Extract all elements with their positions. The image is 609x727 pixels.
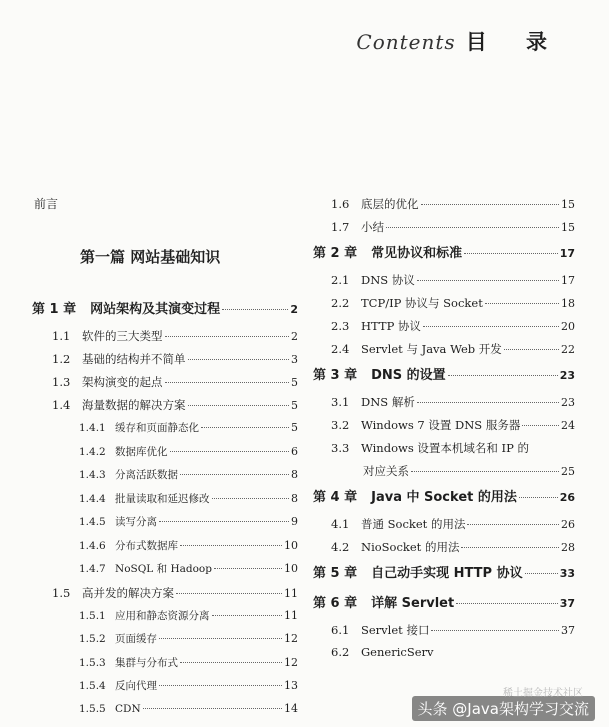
toc-entry-title: 集群与分布式	[115, 656, 178, 669]
toc-entry-number: 2.2	[331, 296, 350, 310]
toc-entry-title: GenericServ	[361, 645, 434, 659]
toc-section-row[interactable]	[313, 318, 575, 341]
toc-entry-number: 1.2	[52, 352, 71, 366]
toc-entry-title: NioSocket 的用法	[361, 540, 460, 554]
toc-entry-title: 分布式数据库	[115, 539, 178, 552]
toc-leader-dots	[143, 708, 282, 709]
toc-entry-title: DNS 协议	[361, 273, 415, 287]
toc-page-number: 5	[291, 399, 298, 412]
toc-leader-dots	[461, 547, 559, 548]
toc-leader-dots	[519, 497, 558, 498]
toc-section-row[interactable]	[313, 341, 575, 364]
toc-page-number: 25	[561, 465, 575, 478]
toc-entry-number: 1.4.6	[79, 539, 106, 552]
toc-chapter-row[interactable]	[313, 364, 575, 394]
toc-entry-number: 1.4	[52, 398, 71, 412]
toc-page-number: 13	[284, 679, 298, 692]
toc-entry-number: 1.5.5	[79, 702, 106, 715]
toc-sub-row[interactable]	[32, 467, 298, 491]
toc-section-row[interactable]	[313, 295, 575, 318]
toc-entry-number: 1.4.4	[79, 492, 106, 505]
toc-leader-dots	[423, 326, 559, 327]
toc-entry-title: 架构演变的起点	[82, 375, 163, 389]
toc-entry-title: 反向代理	[115, 680, 157, 692]
toc-section-row[interactable]	[313, 440, 575, 463]
toc-leader-dots	[214, 568, 282, 569]
toc-leader-dots	[417, 402, 559, 403]
toc-entry-title: 基础的结构并不简单	[82, 352, 186, 366]
toc-section-row[interactable]	[313, 539, 575, 562]
toc-cont-row[interactable]	[313, 463, 575, 486]
toc-entry-title: 对应关系	[363, 464, 409, 478]
toc-page-number: 11	[284, 586, 298, 600]
toc-entry-title: 普通 Socket 的用法	[361, 517, 466, 531]
toc-sub-row[interactable]	[32, 678, 298, 702]
toc-page-number: 10	[284, 562, 298, 575]
toc-sub-row[interactable]	[32, 420, 298, 444]
toc-chapter-row[interactable]	[313, 592, 575, 622]
toc-sub-row[interactable]	[32, 608, 298, 632]
toc-page-number: 12	[284, 632, 298, 645]
toc-section-row[interactable]	[313, 622, 575, 645]
toc-leader-dots	[176, 593, 282, 594]
toc-leader-dots	[485, 303, 559, 304]
toc-section-row[interactable]	[313, 516, 575, 539]
toc-entry-title: Servlet 接口	[361, 623, 430, 637]
toc-leader-dots	[417, 280, 559, 281]
toc-leader-dots	[188, 359, 290, 360]
toc-leader-dots	[464, 253, 558, 254]
watermark	[412, 688, 595, 721]
toc-entry-number: 1.5.1	[79, 609, 106, 622]
toc-section-row[interactable]	[32, 585, 298, 608]
toc-sub-row[interactable]	[32, 561, 298, 585]
contents-script-title: Contents	[356, 30, 456, 54]
toc-section-row[interactable]	[32, 374, 298, 397]
toc-leader-dots	[165, 336, 290, 337]
toc-page-number: 33	[559, 567, 575, 580]
toc-entry-number: 1.4.3	[79, 469, 106, 481]
toc-entry-title: 读写分离	[115, 516, 157, 528]
toc-leader-dots	[222, 309, 288, 310]
toc-page-number: 15	[561, 221, 575, 234]
toc-entry-number: 1.4.7	[79, 563, 106, 575]
toc-entry-title: 详解 Servlet	[371, 596, 455, 611]
toc-page-number: 17	[561, 274, 575, 287]
toc-leader-dots	[448, 375, 558, 376]
toc-preface[interactable]: 前言	[34, 197, 59, 211]
toc-entry-number: 1.4.5	[79, 516, 106, 528]
toc-entry-number: 第 4 章	[313, 490, 358, 505]
toc-entry-title: Windows 7 设置 DNS 服务器	[361, 418, 521, 432]
toc-entry-number: 2.3	[331, 319, 350, 333]
toc-entry-number: 3.2	[331, 418, 350, 432]
toc-page-number: 14	[284, 701, 298, 715]
toc-entry-number: 1.3	[52, 375, 71, 389]
toc-leader-dots	[467, 524, 559, 525]
toc-page-number: 24	[561, 419, 575, 432]
toc-leader-dots	[188, 405, 290, 406]
toc-leader-dots	[411, 471, 559, 472]
toc-entry-number: 1.5	[52, 585, 71, 600]
watermark-faint: 稀土掘金技术社区	[503, 688, 583, 699]
toc-entry-title: 缓存和页面静态化	[115, 422, 199, 434]
toc-entry-title: 数据库优化	[115, 445, 168, 458]
toc-entry-number: 6.1	[331, 623, 350, 637]
page-title: 目 录	[465, 30, 563, 54]
toc-entry-number: 1.5.2	[79, 633, 106, 645]
toc-page-number: 9	[291, 515, 298, 528]
toc-entry-number: 2.1	[331, 273, 350, 287]
toc-entry-number: 第 1 章	[32, 302, 77, 317]
toc-section-row[interactable]	[313, 219, 575, 242]
toc-section-row[interactable]	[313, 272, 575, 295]
toc-page-number: 6	[291, 444, 298, 458]
toc-section-row[interactable]	[32, 351, 298, 374]
toc-entry-number: 第 6 章	[313, 596, 358, 611]
toc-chapter-row[interactable]	[313, 562, 575, 592]
toc-chapter-row[interactable]	[313, 242, 575, 272]
toc-page-number: 37	[561, 624, 575, 637]
toc-leader-dots	[159, 685, 282, 686]
toc-chapter-row[interactable]	[313, 486, 575, 516]
toc-page-number: 10	[284, 538, 298, 552]
toc-entry-number: 2.4	[331, 342, 350, 356]
toc-entry-title: 底层的优化	[361, 197, 419, 211]
toc-entry-number: 第 3 章	[313, 368, 358, 383]
toc-leader-dots	[386, 227, 559, 228]
toc-leader-dots	[170, 451, 290, 452]
toc-leader-dots	[180, 662, 282, 663]
toc-sub-row[interactable]	[32, 655, 298, 679]
toc-page-number: 17	[559, 247, 575, 260]
toc-entry-title: HTTP 协议	[361, 319, 421, 333]
toc-leader-dots	[522, 425, 559, 426]
toc-entry-number: 1.5.4	[79, 680, 106, 692]
toc-entry-title: Windows 设置本机域名和 IP 的	[361, 441, 529, 455]
toc-leader-dots	[180, 545, 282, 546]
toc-page-number: 26	[561, 518, 575, 531]
toc-entry-title: 常见协议和标准	[371, 246, 463, 261]
toc-entry-number: 1.1	[52, 329, 71, 343]
toc-sub-row[interactable]	[32, 444, 298, 468]
toc-entry-title: 页面缓存	[115, 633, 157, 645]
toc-entry-title: TCP/IP 协议与 Socket	[361, 296, 483, 310]
watermark-main: 头条 @Java架构学习交流	[417, 700, 589, 718]
toc-page-number: 37	[559, 597, 575, 610]
toc-entry-title: DNS 的设置	[371, 368, 446, 383]
toc-leader-dots	[456, 603, 557, 604]
toc-entry-title: Java 中 Socket 的用法	[371, 490, 517, 505]
toc-page-number: 2	[290, 303, 298, 316]
toc-leader-dots	[212, 615, 283, 616]
toc-entry-number: 3.1	[331, 395, 350, 409]
toc-section-row[interactable]	[313, 196, 575, 219]
toc-page-number: 22	[561, 343, 575, 356]
toc-section-row[interactable]	[32, 397, 298, 420]
toc-page-number: 23	[561, 396, 575, 409]
toc-entry-title: 网站架构及其演变过程	[90, 302, 221, 317]
toc-leader-dots	[421, 204, 560, 205]
toc-entry-title: 自己动手实现 HTTP 协议	[371, 566, 523, 581]
toc-entry-title: NoSQL 和 Hadoop	[115, 563, 212, 575]
toc-page-number: 20	[561, 320, 575, 333]
toc-entry-title: 高并发的解决方案	[82, 585, 174, 600]
toc-leader-dots	[431, 630, 559, 631]
toc-leader-dots	[180, 474, 289, 475]
toc-entry-number: 1.4.2	[79, 445, 106, 458]
toc-sub-row[interactable]	[32, 491, 298, 515]
toc-entry-number: 1.6	[331, 197, 350, 211]
toc-page-number: 2	[291, 330, 298, 343]
toc-left-column	[32, 298, 298, 725]
toc-leader-dots	[504, 349, 559, 350]
toc-page-number: 23	[559, 369, 575, 382]
toc-page-number: 11	[284, 608, 298, 622]
toc-page-number: 28	[561, 541, 575, 554]
toc-entry-number: 第 2 章	[313, 246, 358, 261]
toc-entry-number: 第 5 章	[313, 566, 358, 581]
toc-section-row[interactable]	[313, 645, 575, 668]
toc-page-number: 5	[291, 421, 298, 434]
toc-page-number: 8	[291, 491, 298, 505]
toc-entry-title: CDN	[115, 702, 141, 715]
toc-entry-title: 分离活跃数据	[115, 469, 178, 481]
toc-section-row[interactable]	[313, 394, 575, 417]
toc-sub-row[interactable]	[32, 702, 298, 726]
toc-section-row[interactable]	[313, 417, 575, 440]
toc-page-number: 8	[291, 468, 298, 481]
toc-page-number: 12	[284, 655, 298, 669]
toc-sub-row[interactable]	[32, 631, 298, 655]
toc-entry-number: 6.2	[331, 645, 350, 659]
toc-page-number: 15	[561, 198, 575, 211]
toc-entry-number: 1.4.1	[79, 422, 106, 434]
toc-leader-dots	[525, 573, 558, 574]
toc-entry-number: 4.2	[331, 540, 350, 554]
toc-page-number: 3	[291, 353, 298, 366]
toc-leader-dots	[159, 638, 282, 639]
toc-sub-row[interactable]	[32, 514, 298, 538]
toc-chapter-row[interactable]	[32, 298, 298, 328]
toc-leader-dots	[159, 521, 289, 522]
toc-entry-title: 批量读取和延迟修改	[115, 492, 210, 505]
toc-leader-dots	[201, 427, 289, 428]
page-header	[356, 26, 563, 56]
part-title: 第一篇 网站基础知识	[80, 248, 221, 266]
toc-sub-row[interactable]	[32, 538, 298, 562]
toc-entry-number: 1.5.3	[79, 656, 106, 669]
toc-page-number: 26	[559, 491, 575, 504]
toc-entry-title: 软件的三大类型	[82, 329, 163, 343]
toc-entry-number: 3.3	[331, 441, 350, 455]
toc-entry-title: DNS 解析	[361, 395, 415, 409]
toc-section-row[interactable]	[32, 328, 298, 351]
toc-entry-number: 4.1	[331, 517, 350, 531]
toc-leader-dots	[165, 382, 290, 383]
toc-entry-number: 1.7	[331, 220, 350, 234]
toc-page-number: 5	[291, 376, 298, 389]
toc-entry-title: 海量数据的解决方案	[82, 398, 186, 412]
toc-page-number: 18	[561, 297, 575, 310]
toc-right-column	[313, 196, 575, 668]
toc-entry-title: Servlet 与 Java Web 开发	[361, 342, 502, 356]
toc-leader-dots	[212, 498, 290, 499]
toc-entry-title: 应用和静态资源分离	[115, 609, 210, 622]
toc-entry-title: 小结	[361, 220, 384, 234]
